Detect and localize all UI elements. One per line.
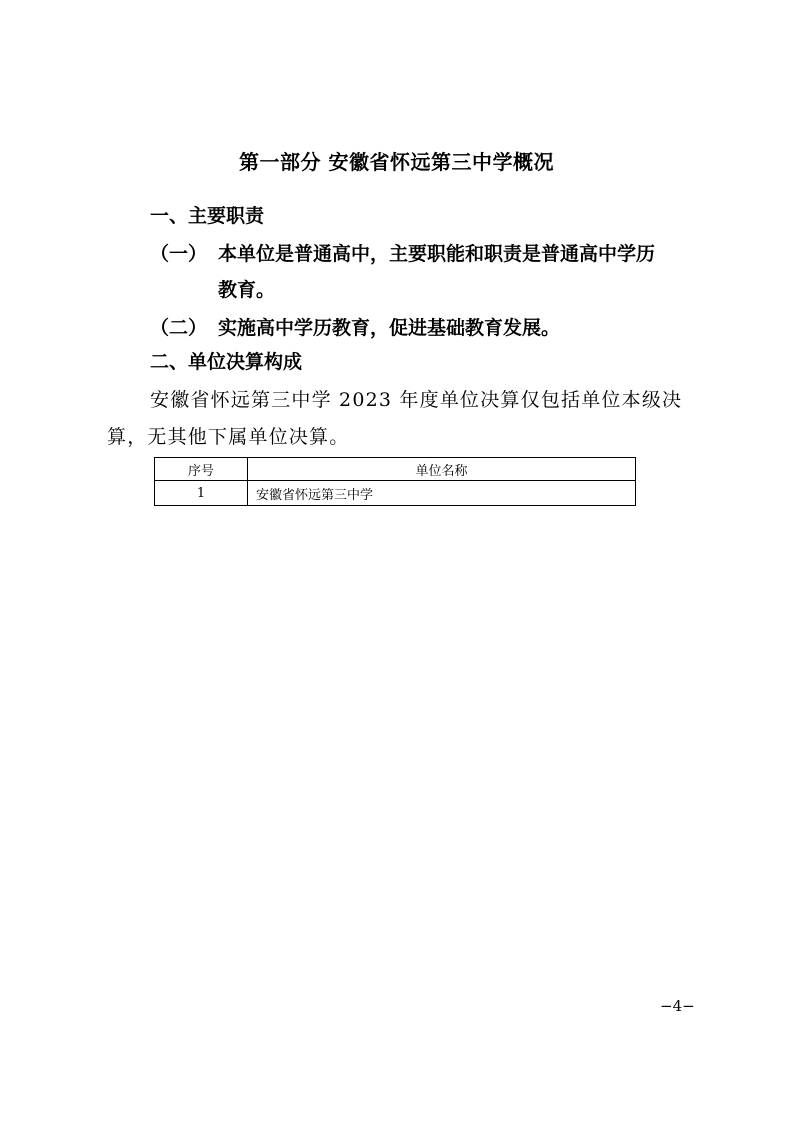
item-number-1: （一） [150, 243, 208, 265]
table-row [155, 481, 636, 506]
section-heading-duties: 一、主要职责 [150, 205, 265, 227]
page-title: 第一部分 安徽省怀远第三中学概况 [239, 150, 554, 174]
unit-table [154, 457, 636, 506]
table-header-name: 单位名称 [248, 458, 636, 481]
section-heading-composition: 二、单位决算构成 [150, 351, 303, 373]
page-number: −4− [660, 997, 695, 1015]
item-number-2: （二） [150, 317, 208, 339]
item-text-1-line1: 本单位是普通高中，主要职能和职责是普通高中学历 [218, 243, 656, 265]
table-header-no: 序号 [155, 458, 248, 481]
item-text-2: 实施高中学历教育，促进基础教育发展。 [218, 317, 561, 339]
paragraph-line-1: 安徽省怀远第三中学 2023 年度单位决算仅包括单位本级决 [150, 389, 683, 411]
item-text-1-line2: 教育。 [218, 279, 276, 301]
table-cell-no: 1 [155, 481, 248, 506]
table-header-row [155, 458, 636, 481]
paragraph-line-2: 算，无其他下属单位决算。 [107, 426, 350, 448]
table-cell-name: 安徽省怀远第三中学 [248, 481, 636, 506]
